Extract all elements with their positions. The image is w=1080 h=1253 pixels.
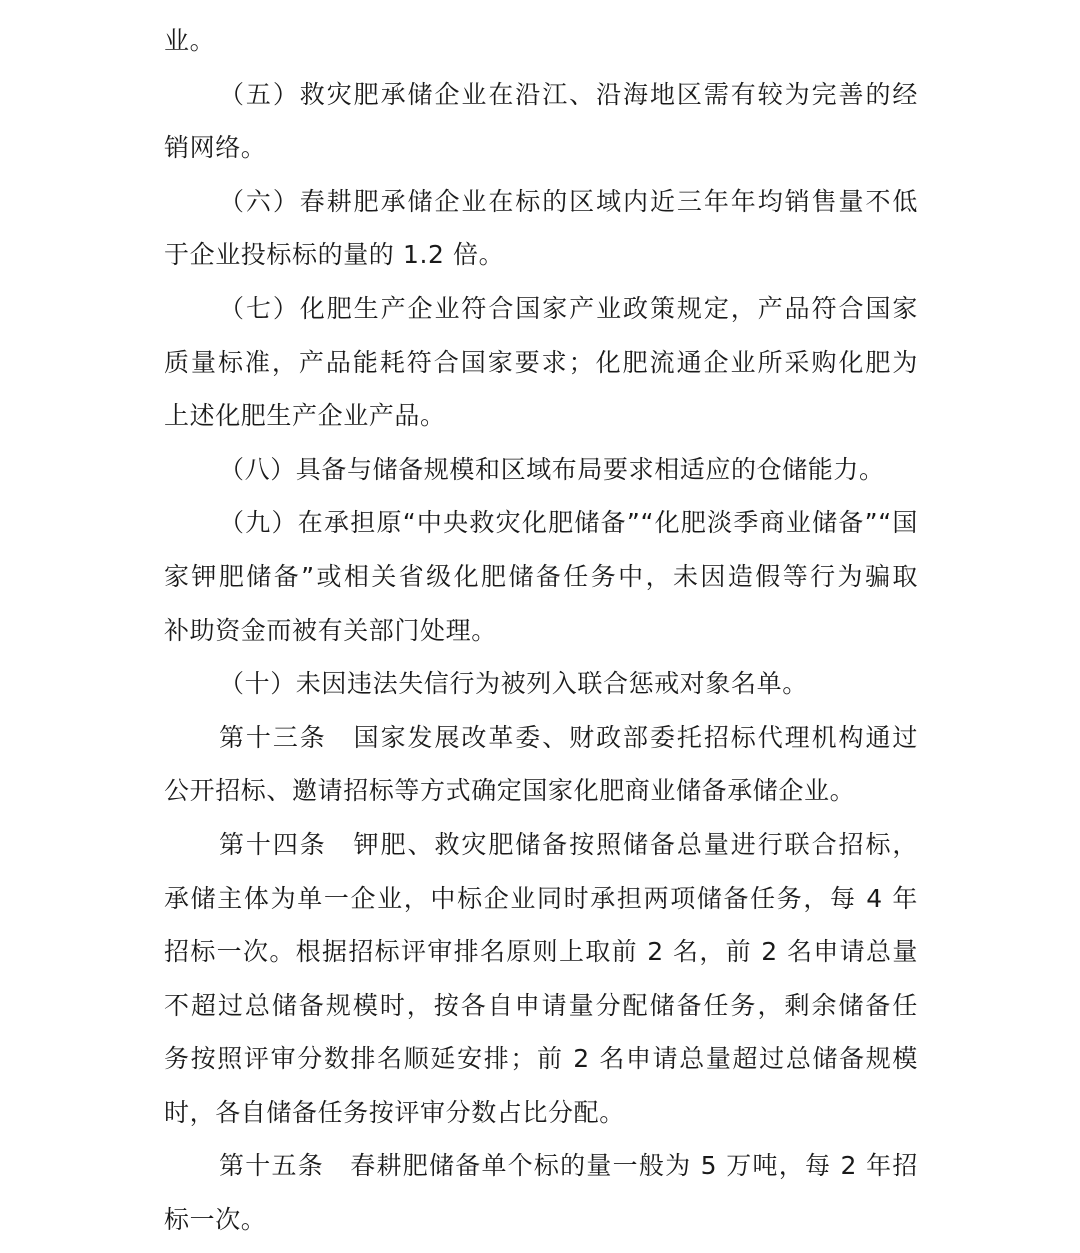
text-line-21: 时，各自储备任务按评审分数占比分配。 (164, 1097, 625, 1127)
text-line-22: 第十五条 春耕肥储备单个标的量一般为 5 万吨，每 2 年招 (219, 1151, 918, 1181)
text-line-5: 于企业投标标的量的 1.2 倍。 (164, 240, 505, 270)
text-line-23: 标一次。 (164, 1205, 267, 1235)
text-line-11: 家钾肥储备”或相关省级化肥储备任务中，未因造假等行为骗取 (164, 561, 918, 591)
text-line-17: 承储主体为单一企业，中标企业同时承担两项储备任务，每 4 年 (164, 883, 918, 913)
text-line-10: （九）在承担原“中央救灾化肥储备”“化肥淡季商业储备”“国 (219, 508, 918, 538)
text-line-7: 质量标准，产品能耗符合国家要求；化肥流通企业所采购化肥为 (164, 347, 918, 377)
text-line-3: 销网络。 (164, 133, 267, 163)
text-line-8: 上述化肥生产企业产品。 (164, 401, 446, 431)
text-line-19: 不超过总储备规模时，按各自申请量分配储备任务，剩余储备任 (164, 990, 918, 1020)
text-line-2: （五）救灾肥承储企业在沿江、沿海地区需有较为完善的经 (219, 79, 918, 109)
text-line-15: 公开招标、邀请招标等方式确定国家化肥商业储备承储企业。 (164, 776, 856, 806)
text-line-18: 招标一次。根据招标评审排名原则上取前 2 名，前 2 名申请总量 (164, 937, 918, 967)
text-line-16: 第十四条 钾肥、救灾肥储备按照储备总量进行联合招标， (219, 829, 918, 859)
text-line-12: 补助资金而被有关部门处理。 (164, 615, 497, 645)
text-line-20: 务按照评审分数排名顺延安排；前 2 名申请总量超过总储备规模 (164, 1044, 918, 1074)
text-line-9: （八）具备与储备规模和区域布局要求相适应的仓储能力。 (219, 454, 885, 484)
document-page (164, 14, 918, 1247)
text-line-4: （六）春耕肥承储企业在标的区域内近三年年均销售量不低 (219, 186, 918, 216)
text-line-6: （七）化肥生产企业符合国家产业政策规定，产品符合国家 (219, 293, 918, 323)
text-line-14: 第十三条 国家发展改革委、财政部委托招标代理机构通过 (219, 722, 918, 752)
text-line-1: 业。 (164, 26, 216, 55)
text-line-13: （十）未因违法失信行为被列入联合惩戒对象名单。 (219, 669, 808, 699)
